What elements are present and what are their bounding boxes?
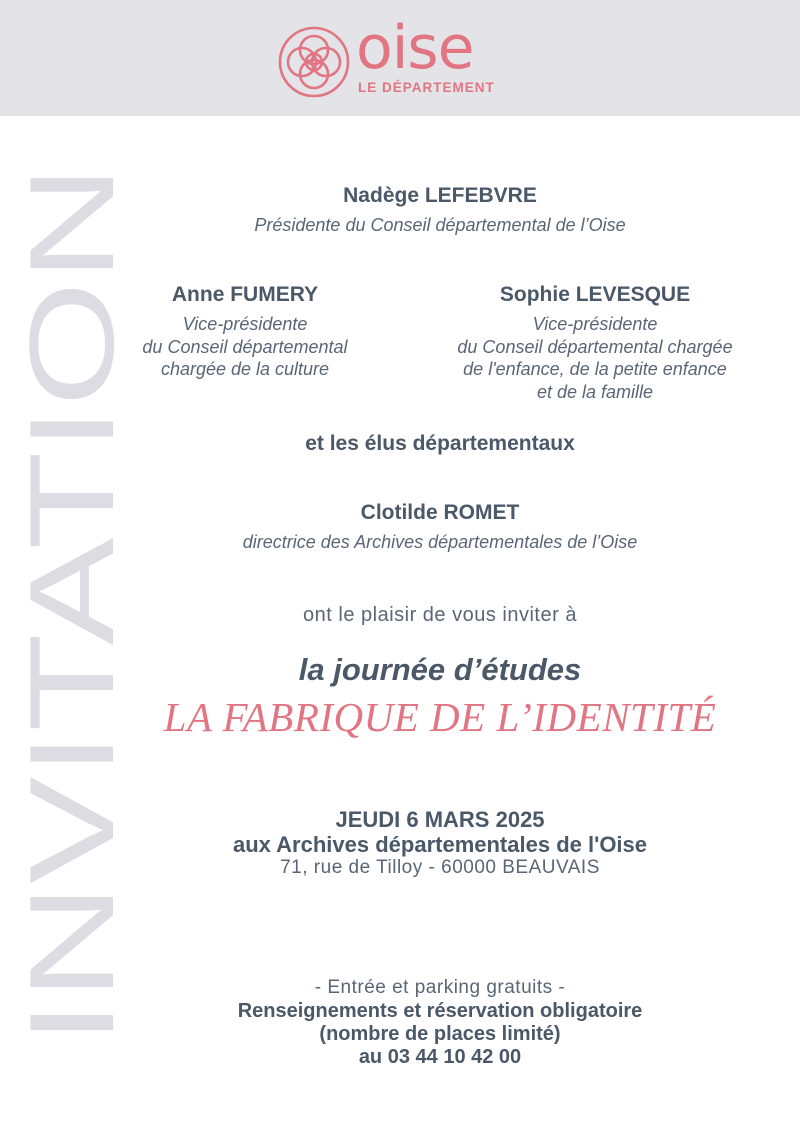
- vice-right-name: Sophie LEVESQUE: [499, 283, 691, 306]
- event-title: LA FABRIQUE DE L’IDENTITÉ: [163, 694, 717, 740]
- header-band: [0, 0, 800, 116]
- booking-text: Renseignements et réservation obligatoire: [237, 1000, 643, 1022]
- president-name: Nadège LEFEBVRE: [343, 184, 537, 207]
- vice-president-right: [415, 283, 775, 403]
- vice-right-role-4: et de la famille: [536, 381, 654, 402]
- logo-wordmark: oise: [356, 13, 474, 83]
- elus-line: et les élus départementaux: [305, 432, 575, 455]
- president-role: Présidente du Conseil départemental de l’Oise: [254, 215, 626, 235]
- director-name: Clotilde ROMET: [360, 501, 520, 524]
- free-entry-text: - Entrée et parking gratuits -: [314, 977, 566, 998]
- vice-right-role-2: du Conseil départemental chargée: [457, 336, 733, 357]
- event-kind: la journée d’études: [298, 652, 582, 687]
- invite-text: ont le plaisir de vous inviter à: [303, 604, 577, 626]
- vice-president-left: [90, 283, 400, 381]
- event-date: JEUDI 6 MARS 2025: [335, 807, 545, 832]
- event-address: 71, rue de Tilloy - 60000 BEAUVAIS: [280, 857, 600, 878]
- limited-places-text: (nombre de places limité): [319, 1023, 561, 1045]
- phone-number: au 03 44 10 42 00: [358, 1046, 522, 1068]
- logo-subtitle: LE DÉPARTEMENT: [358, 80, 495, 95]
- oise-logo: [276, 13, 526, 102]
- director-role: directrice des Archives départementales de l’Oise: [242, 532, 638, 552]
- vice-left-name: Anne FUMERY: [171, 283, 319, 306]
- vice-right-role-3: de l'enfance, de la petite enfance: [463, 359, 727, 379]
- vice-left-role-2: du Conseil départemental: [142, 336, 348, 357]
- event-place: aux Archives départementales de l'Oise: [232, 832, 648, 857]
- oise-flower-icon: [276, 24, 352, 100]
- vice-left-role-3: chargée de la culture: [160, 359, 330, 379]
- vice-right-role-1: Vice-présidente: [532, 314, 658, 334]
- vice-left-role-1: Vice-présidente: [182, 314, 308, 334]
- side-invitation-text: INVITATION: [5, 389, 139, 1045]
